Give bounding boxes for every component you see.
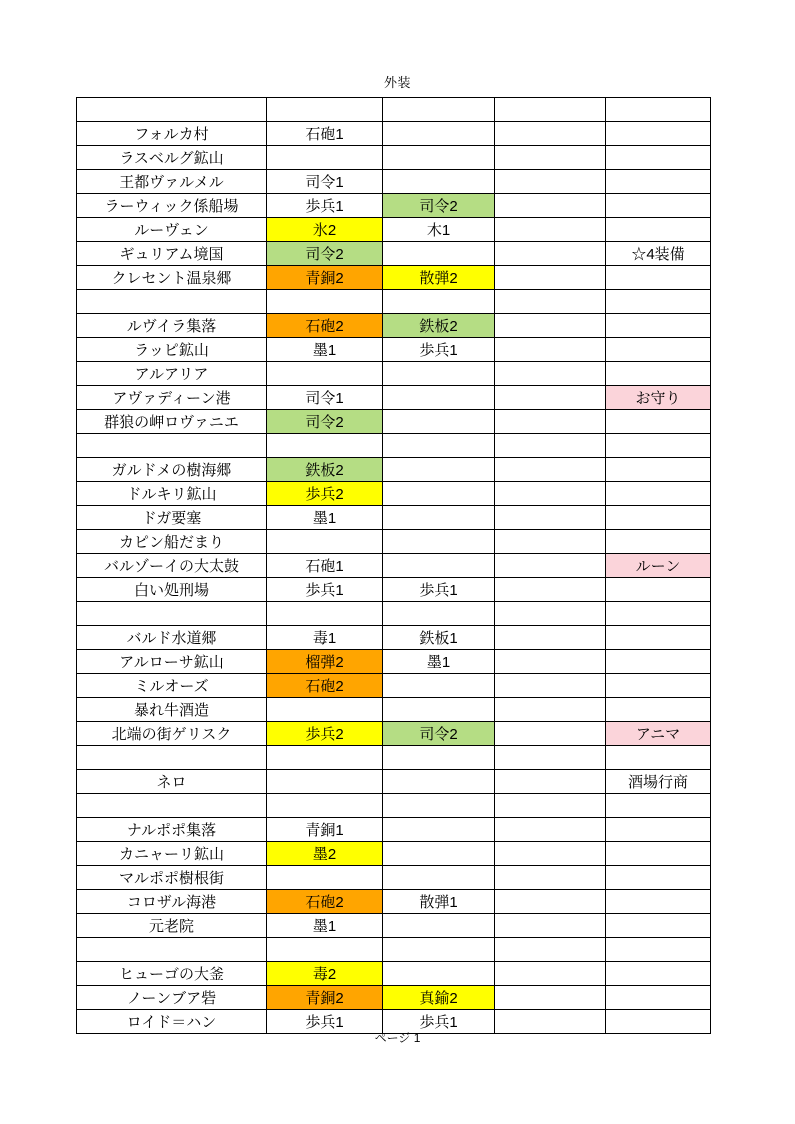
table-cell: フォルカ村 [77,122,267,146]
table-cell [267,746,383,770]
table-cell: 歩兵1 [383,1010,495,1034]
table-cell: 真鍮2 [383,986,495,1010]
table-cell [383,482,495,506]
table-row [77,746,711,770]
table-row [77,506,711,530]
table-row [77,698,711,722]
table-cell: 司令2 [267,242,383,266]
table-cell [606,914,711,938]
table-cell: 青銅2 [267,986,383,1010]
table-row [77,98,711,122]
table-row [77,362,711,386]
table-cell: 木1 [383,218,495,242]
table-cell [383,98,495,122]
table-cell [495,194,606,218]
table-row [77,818,711,842]
table-cell [267,794,383,818]
table-cell [495,386,606,410]
table-row [77,962,711,986]
table-cell [495,506,606,530]
table-cell [495,962,606,986]
table-cell [606,98,711,122]
table-cell: ガルドメの樹海郷 [77,458,267,482]
table-cell [77,434,267,458]
table-row [77,770,711,794]
table-row [77,458,711,482]
table-cell: ギュリアム境国 [77,242,267,266]
table-row [77,218,711,242]
table-cell [77,290,267,314]
table-cell: 毒2 [267,962,383,986]
table-cell [383,410,495,434]
table-cell [495,482,606,506]
table-cell: 墨2 [267,842,383,866]
table-cell [267,602,383,626]
table-cell: クレセント温泉郷 [77,266,267,290]
table-row [77,434,711,458]
table-cell [495,218,606,242]
table-cell [606,794,711,818]
table-cell: 氷2 [267,218,383,242]
table-cell [383,242,495,266]
table-cell: ロイド＝ハン [77,1010,267,1034]
table-cell [606,866,711,890]
table-cell [267,698,383,722]
table-row [77,794,711,818]
table-cell: 白い処刑場 [77,578,267,602]
table-cell: アニマ [606,722,711,746]
table-row [77,530,711,554]
table-cell [383,170,495,194]
spreadsheet-table [76,97,711,1034]
table-cell [606,458,711,482]
table-cell [495,938,606,962]
table-row [77,338,711,362]
table-cell [606,938,711,962]
table-cell [606,602,711,626]
table-row [77,986,711,1010]
table-cell [495,842,606,866]
table-cell [495,290,606,314]
table-cell: 歩兵2 [267,722,383,746]
table-cell [495,986,606,1010]
table-cell: 王都ヴァルメル [77,170,267,194]
table-cell [383,770,495,794]
table-cell: ミルオーズ [77,674,267,698]
table-cell: ドルキリ鉱山 [77,482,267,506]
table-cell [495,170,606,194]
table-cell [606,746,711,770]
table-cell [267,530,383,554]
table-row [77,410,711,434]
table-cell: アルアリア [77,362,267,386]
table-row [77,242,711,266]
table-cell: ルーン [606,554,711,578]
table-cell: 墨1 [383,650,495,674]
table-cell [383,674,495,698]
table-cell [495,410,606,434]
table-cell: 青銅2 [267,266,383,290]
table-cell [606,890,711,914]
table-cell [383,506,495,530]
table-cell [383,962,495,986]
table-cell: 青銅1 [267,818,383,842]
table-cell [606,434,711,458]
table-cell [495,722,606,746]
table-cell: 石砲1 [267,122,383,146]
table-cell [495,458,606,482]
table-cell: 鉄板2 [383,314,495,338]
table-cell [606,506,711,530]
table-cell [77,938,267,962]
table-cell [77,746,267,770]
table-cell [495,266,606,290]
table-cell: ラスベルグ鉱山 [77,146,267,170]
table-cell [606,266,711,290]
table-cell [495,650,606,674]
table-cell [495,530,606,554]
table-cell [495,578,606,602]
table-cell: ラッピ鉱山 [77,338,267,362]
table-cell [606,122,711,146]
table-cell [606,290,711,314]
table-cell [495,338,606,362]
table-cell: ルヴイラ集落 [77,314,267,338]
table-cell [383,290,495,314]
table-cell [383,914,495,938]
table-cell: バルド水道郷 [77,626,267,650]
table-cell [606,842,711,866]
table-cell: お守り [606,386,711,410]
table-cell: ヒューゴの大釜 [77,962,267,986]
table-cell: 歩兵1 [267,194,383,218]
table-cell: ルーヴェン [77,218,267,242]
table-cell [383,554,495,578]
table-cell [606,362,711,386]
table-cell [383,698,495,722]
table-cell [606,482,711,506]
table-cell [383,122,495,146]
table-cell [383,842,495,866]
table-cell: 歩兵1 [267,1010,383,1034]
table-cell [495,890,606,914]
table-cell: 司令2 [383,722,495,746]
table-cell [77,98,267,122]
table-cell: 歩兵2 [267,482,383,506]
table-cell [267,866,383,890]
table-row [77,290,711,314]
table-row [77,938,711,962]
table-cell: アヴァディーン港 [77,386,267,410]
table-cell: 散弾1 [383,890,495,914]
table-cell: 墨1 [267,506,383,530]
table-cell [606,218,711,242]
table-cell [606,986,711,1010]
table-row [77,122,711,146]
table-cell [383,146,495,170]
table-cell [606,578,711,602]
table-cell: 群狼の岬ロヴァニエ [77,410,267,434]
table-cell: 北端の街ゲリスク [77,722,267,746]
table-cell [495,314,606,338]
table-row [77,386,711,410]
table-row [77,890,711,914]
table-cell [495,914,606,938]
table-cell [606,530,711,554]
table-cell: バルゾーイの大太鼓 [77,554,267,578]
table-cell: 鉄板1 [383,626,495,650]
table-cell: 石砲2 [267,890,383,914]
table-cell [606,626,711,650]
table-cell [606,314,711,338]
table-row [77,626,711,650]
table-cell: ドガ要塞 [77,506,267,530]
table-cell [267,434,383,458]
table-cell [383,794,495,818]
table-cell [267,362,383,386]
table-cell: 毒1 [267,626,383,650]
table-cell: 榴弾2 [267,650,383,674]
table-cell: 歩兵1 [267,578,383,602]
table-cell [495,818,606,842]
table-cell [267,770,383,794]
table-cell [495,602,606,626]
table-cell [495,362,606,386]
table-cell: ラーウィック係船場 [77,194,267,218]
table-cell [383,458,495,482]
table-cell: アルローサ鉱山 [77,650,267,674]
table-cell: ネロ [77,770,267,794]
table-cell: カニャーリ鉱山 [77,842,267,866]
table-cell [495,770,606,794]
table-cell [606,698,711,722]
table-cell [267,146,383,170]
table-cell [495,98,606,122]
table-cell [606,170,711,194]
table-cell: 散弾2 [383,266,495,290]
table-cell [495,122,606,146]
table-cell [267,938,383,962]
spreadsheet-table-wrapper [76,97,711,1034]
page-footer: ページ 1 [374,1031,421,1045]
table-cell [383,386,495,410]
table-cell [267,98,383,122]
table-cell: 墨1 [267,338,383,362]
table-row [77,578,711,602]
table-cell [77,602,267,626]
table-cell [383,602,495,626]
table-cell [495,674,606,698]
table-cell [383,362,495,386]
table-cell: 司令1 [267,170,383,194]
table-cell: 石砲2 [267,674,383,698]
table-cell: 司令1 [267,386,383,410]
table-cell: 石砲2 [267,314,383,338]
table-cell [267,290,383,314]
table-row [77,170,711,194]
table-cell [495,626,606,650]
table-cell [495,554,606,578]
table-cell [606,410,711,434]
table-cell: 司令2 [383,194,495,218]
table-row [77,674,711,698]
table-cell [495,794,606,818]
table-row [77,266,711,290]
table-cell [383,434,495,458]
table-cell [606,650,711,674]
table-cell [606,962,711,986]
table-cell [77,794,267,818]
table-cell [383,530,495,554]
table-cell [495,698,606,722]
table-row [77,482,711,506]
table-cell [606,674,711,698]
table-cell: 司令2 [267,410,383,434]
table-cell [606,338,711,362]
table-row [77,554,711,578]
table-cell [383,818,495,842]
table-cell: 鉄板2 [267,458,383,482]
table-cell: コロザル海港 [77,890,267,914]
table-cell: 歩兵1 [383,338,495,362]
table-cell [606,818,711,842]
table-cell: ☆4装備 [606,242,711,266]
table-cell [383,938,495,962]
table-row [77,842,711,866]
table-cell [495,746,606,770]
table-row [77,146,711,170]
table-row [77,866,711,890]
table-cell: 酒場行商 [606,770,711,794]
table-cell [606,194,711,218]
table-row [77,650,711,674]
table-cell: 墨1 [267,914,383,938]
table-cell [495,146,606,170]
table-row [77,602,711,626]
table-cell [606,146,711,170]
table-row [77,314,711,338]
table-cell [495,434,606,458]
page-title: 外装 [383,75,411,90]
table-row [77,194,711,218]
table-cell: 暴れ牛酒造 [77,698,267,722]
table-cell [495,866,606,890]
table-cell: ノーンブア砦 [77,986,267,1010]
table-cell: カピン船だまり [77,530,267,554]
table-cell [383,746,495,770]
table-cell: 元老院 [77,914,267,938]
table-row [77,914,711,938]
table-cell: ナルポポ集落 [77,818,267,842]
table-cell: 石砲1 [267,554,383,578]
table-cell [495,242,606,266]
table-cell [383,866,495,890]
table-row [77,722,711,746]
table-cell: 歩兵1 [383,578,495,602]
table-cell: マルポポ樹根街 [77,866,267,890]
